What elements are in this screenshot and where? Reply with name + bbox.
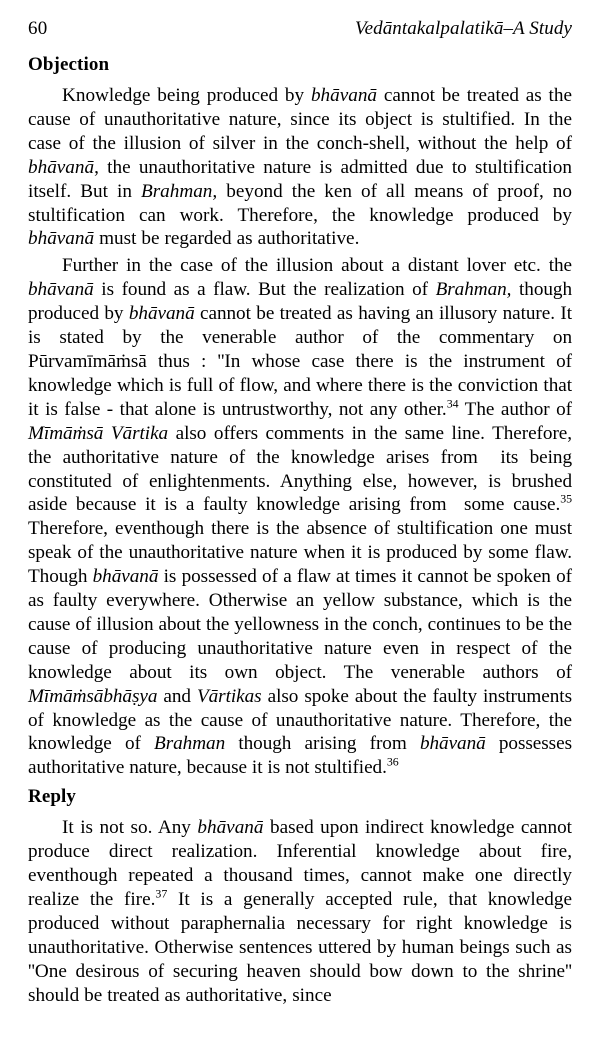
footnote-marker-37: 37 [155, 886, 168, 901]
paragraph-objection-2: Further in the case of the illusion about a distant lover etc. the bhāvanā is found as a flaw. But the realization of Brahman, though produced by bhāvanā cannot be treated as having an illusory nature. It is stated by the venerable author of the commentary on Pūrvamīmāṁsā thus : ''In whose case there is the instrument of knowledge which is full of flow, and where there is the conviction that it is false - that alone is untrustworthy, not any other.$^{34}$ The author of Mīmāṁsā Vārtika also offers comments in the same line. Therefore, the authoritative nature of the knowledge arises from its being constituted of enlightenments. Anything else, however, is brushed aside because it is a faulty knowledge arising from some cause.$^{35}$ Therefore, eventhough there is the absence of stultification one must speak of the unauthoritative nature when it is produced by some flaw. Though bhāvanā is possessed of a flaw at times it cannot be spoken of as faulty everywhere. Otherwise an yellow substance, which is the cause of illusion about the yellowness in the conch, continues to be the cause of producing unauthoritative nature even in respect of the knowledge about its own object. The venerable authors of Mīmāṁsābhāṣya and Vārtikas also spoke about the faulty instruments of knowledge as the cause of unauthoritative nature. Therefore, the knowledge of Brahman though arising from bhāvanā possesses authoritative nature, because it is not stultified.$^{36}$ [28, 255, 572, 779]
footnote-marker-35: 35 [560, 492, 572, 507]
running-head [28, 18, 572, 40]
footnote-marker-34: 34 [446, 396, 459, 411]
footnote-marker-36: 36 [386, 754, 399, 769]
section-heading-reply: Reply [28, 786, 76, 808]
paragraph-reply-1: It is not so. Any bhāvanā based upon indirect knowledge cannot produce direct realization. Inferential knowledge about fire, eventhough repeated a thousand times, cannot make one directly realize the fire.$^{37}$ It is a generally accepted rule, that knowledge produced without paraphernalia necessary for right knowledge is unauthoritative. Otherwise sentences uttered by human beings such as ''One desirous of securing heaven should bow down to the shrine'' should be treated as authoritative, since [28, 817, 572, 1006]
paragraph-objection-1: Knowledge being produced by bhāvanā cannot be treated as the cause of unauthoritative nature, since its object is stultified. In the case of the illusion of silver in the conch-shell, without the help of bhāvanā, the unauthoritative nature is admitted due to stultification itself. But in Brahman, beyond the ken of all means of proof, no stultification can work. Therefore, the knowledge produced by bhāvanā must be regarded as authoritative. [28, 85, 572, 250]
section-heading-objection: Objection [28, 54, 110, 75]
running-title: Vedāntakalpalatikā–A Study [354, 18, 572, 39]
page-number: 60 [28, 18, 48, 39]
